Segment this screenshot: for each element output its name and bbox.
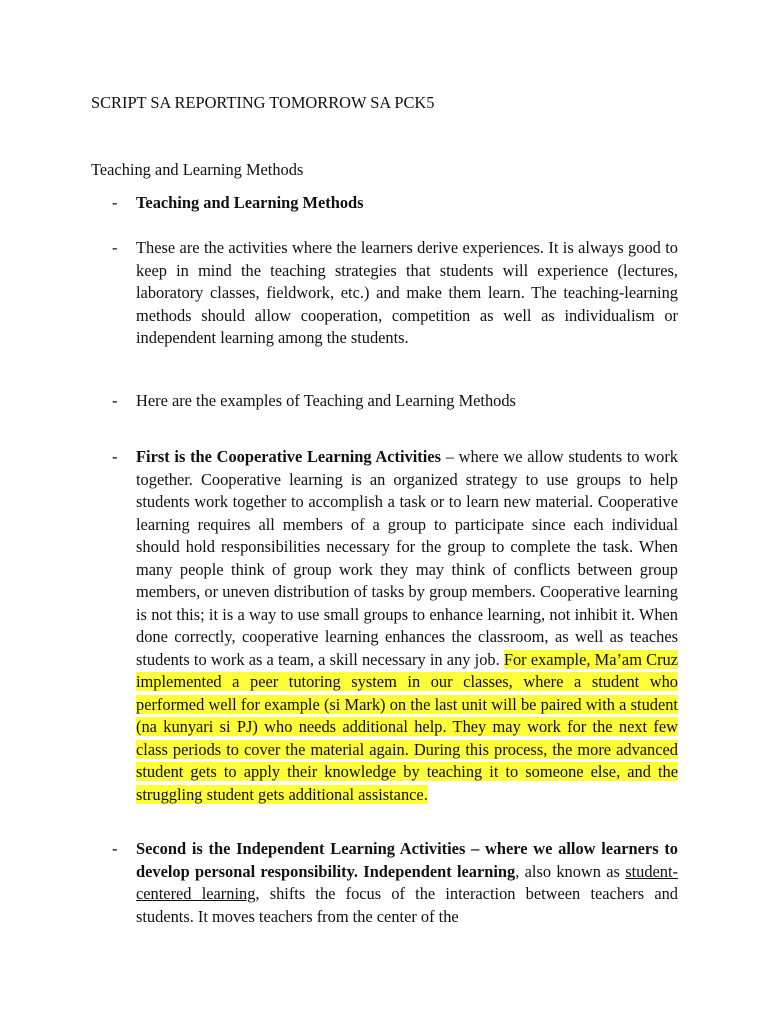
- bullet-independent-text: [136, 838, 678, 928]
- bullet-marker: -: [112, 447, 118, 466]
- bullet-item-cooperative: [112, 446, 678, 806]
- document-title: SCRIPT SA REPORTING TOMORROW SA PCK5: [91, 93, 435, 112]
- bullet-heading-text: Teaching and Learning Methods: [136, 193, 364, 212]
- independent-lead: Second is the Independent Learning Activities – where we allow learners to develop personal responsibility. Independent learning: [136, 839, 678, 881]
- student-centered-link[interactable]: student-centered learning: [136, 861, 678, 903]
- bullet-marker: -: [112, 238, 118, 257]
- bullet-intro-text: These are the activities where the learners derive experiences. It is always good to keep in mind the teaching strategies that students will experience (lectures, laboratory classes, fieldwork, etc.) and make them learn. The teaching-learning methods should allow cooperation, competition as well as individualism or independent learning among the students.: [136, 238, 678, 347]
- bullet-marker: -: [112, 193, 118, 212]
- bullet-examples-text: Here are the examples of Teaching and Learning Methods: [136, 391, 516, 410]
- section-heading: Teaching and Learning Methods: [91, 160, 304, 179]
- bullet-cooperative-text: [136, 446, 678, 806]
- highlighted-example: For example, Ma’am Cruz implemented a peer tutoring system in our classes, where a student who performed well for example (si Mark) on the last unit will be paired with a student (na kunyari si PJ) who needs additional help. They may work for the next few class periods to cover the material again. During this process, the more advanced student gets to apply their knowledge by teaching it to someone else, and the struggling student gets additional assistance.: [136, 649, 678, 804]
- independent-text-a: , also known as: [515, 861, 626, 881]
- bullet-item-examples: [112, 390, 678, 413]
- independent-text-b: , shifts the focus of the interaction between teachers and students. It moves teachers from the center of the: [136, 884, 678, 926]
- bullet-item-heading: [112, 192, 678, 215]
- bullet-item-intro: [112, 237, 678, 350]
- cooperative-lead: First is the Cooperative Learning Activities: [136, 447, 441, 466]
- bullet-item-independent: [112, 838, 678, 928]
- bullet-marker: -: [112, 391, 118, 410]
- cooperative-body: – where we allow students to work together. Cooperative learning is an organized strategy to use groups to help students work together to accomplish a task or to learn new material. Cooperative learning requires all members of a group to participate since each individual should hold responsibilities necessary for the group to complete the task. When many people think of group work they may think of conflicts between group members, or uneven distribution of tasks by group members. Cooperative learning is not this; it is a way to use small groups to enhance learning, not inhibit it. When done correctly, cooperative learning enhances the classroom, as well as teaches students to work as a team, a skill necessary in any job.: [136, 447, 678, 669]
- bullet-marker: -: [112, 839, 118, 858]
